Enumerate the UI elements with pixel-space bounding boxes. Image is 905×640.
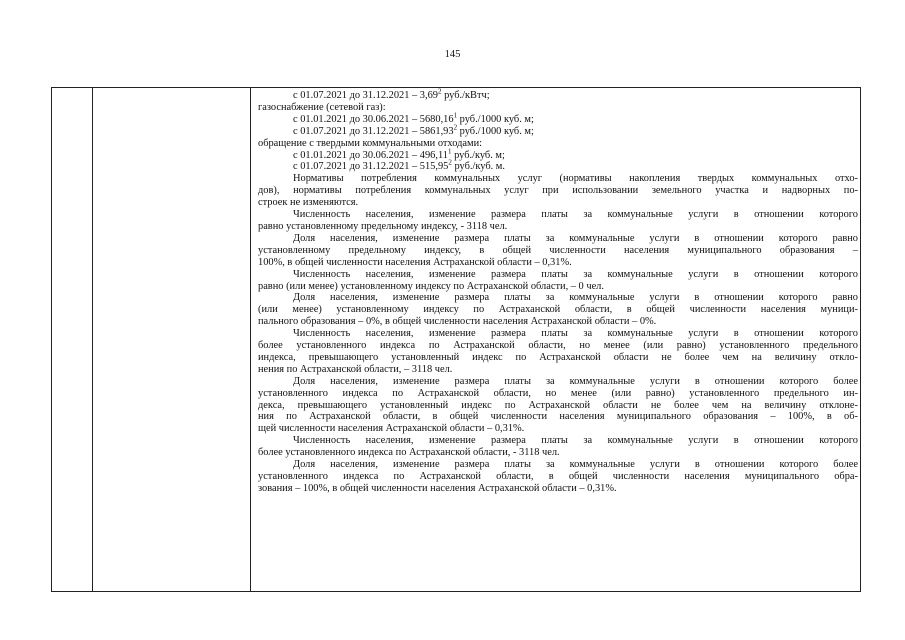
paragraph-line: декса, превышающего установленный индекс по Астраханской области не более чем на величину отклоне-	[258, 399, 858, 411]
paragraph-line: 100%, в общей численности населения Астраханской области – 0,31%.	[258, 256, 572, 268]
paragraph-line: более установленного индекса по Астраханской области, - 3118 чел.	[258, 447, 560, 459]
paragraph-line: Доля населения, изменение размера платы за коммунальные услуги в отношении которого равно	[293, 232, 858, 244]
section-heading-gas: газоснабжение (сетевой газ):	[258, 101, 386, 113]
paragraph-line: нения по Астраханской области, – 3118 чел.	[258, 363, 453, 375]
paragraph-line: Доля населения, изменение размера платы за коммунальные услуги в отношении которого более	[293, 375, 858, 387]
tariff-line: с 01.01.2021 до 30.06.2021 – 496,11$^1$ руб./куб. м;	[293, 147, 505, 161]
tariff-line: с 01.07.2021 до 31.12.2021 – 5861,93$^2$ руб./1000 куб. м;	[293, 123, 534, 137]
paragraph-line: Численность населения, изменение размера платы за коммунальные услуги в отношении которого	[293, 209, 858, 221]
paragraph-line: (или менее) установленному индексу по Астраханской области, в общей численности населения муници-	[258, 304, 858, 316]
paragraph-line: щей численности населения Астраханской области – 0,31%.	[258, 423, 525, 435]
paragraph-line: установленному предельному индексу, в общей численности населения муниципального образования –	[258, 244, 858, 256]
paragraph-line: ния по Астраханской области, в общей численности населения муниципального образования – 100%, в об-	[258, 411, 858, 423]
document-table	[51, 87, 861, 592]
paragraph-line: Численность населения, изменение размера платы за коммунальные услуги в отношении которого	[293, 268, 858, 280]
column-divider	[250, 88, 251, 591]
table-text-cell	[258, 87, 858, 495]
paragraph-line: Доля населения, изменение размера платы за коммунальные услуги в отношении которого равно	[293, 292, 858, 304]
paragraph-line: Доля населения, изменение размера платы за коммунальные услуги в отношении которого более	[293, 459, 858, 471]
paragraph-line: строек не изменяются.	[258, 197, 359, 209]
paragraph-line: зования – 100%, в общей численности населения Астраханской области – 0,31%.	[258, 482, 617, 494]
paragraph-line: Численность населения, изменение размера платы за коммунальные услуги в отношении которого	[293, 435, 858, 447]
paragraph-line: равно установленному предельному индексу, - 3118 чел.	[258, 220, 508, 232]
paragraph-line: дов), нормативы потребления коммунальных услуг при использовании земельного участка и надворных по-	[258, 185, 858, 197]
tariff-line: с 01.07.2021 до 31.12.2021 – 3,69$^2$ руб./кВтч;	[293, 87, 490, 101]
paragraph-line: установленного индекса по Астраханской области, в общей численности населения муниципального обра-	[258, 471, 858, 482]
paragraph-line: индекса, превышающего установленный индекс по Астраханской области не более чем на величину откло-	[258, 351, 858, 363]
page-number: 145	[444, 49, 461, 60]
paragraph-line: пального образования – 0%, в общей численности населения Астраханской области – 0%.	[258, 316, 657, 328]
tariff-line: с 01.07.2021 до 31.12.2021 – 515,95$^2$ руб./куб. м.	[293, 158, 505, 173]
paragraph-line: более установленного индекса по Астраханской области, но менее (или равно) установленного предельного	[258, 340, 858, 352]
tariff-line: с 01.01.2021 до 30.06.2021 – 5680,16$^1$ руб./1000 куб. м;	[293, 111, 534, 125]
column-divider	[92, 88, 93, 591]
section-heading-waste: обращение с твердыми коммунальными отходами:	[258, 137, 483, 149]
paragraph-line: Нормативы потребления коммунальных услуг (нормативы накопления твердых коммунальных отхо-	[293, 173, 858, 185]
paragraph-line: Численность населения, изменение размера платы за коммунальные услуги в отношении которого	[293, 328, 858, 340]
paragraph-line: равно (или менее) установленному индексу по Астраханской области, – 0 чел.	[258, 280, 604, 292]
paragraph-line: установленного индекса по Астраханской области, но менее (или равно) установленного предельного ин-	[258, 387, 858, 399]
